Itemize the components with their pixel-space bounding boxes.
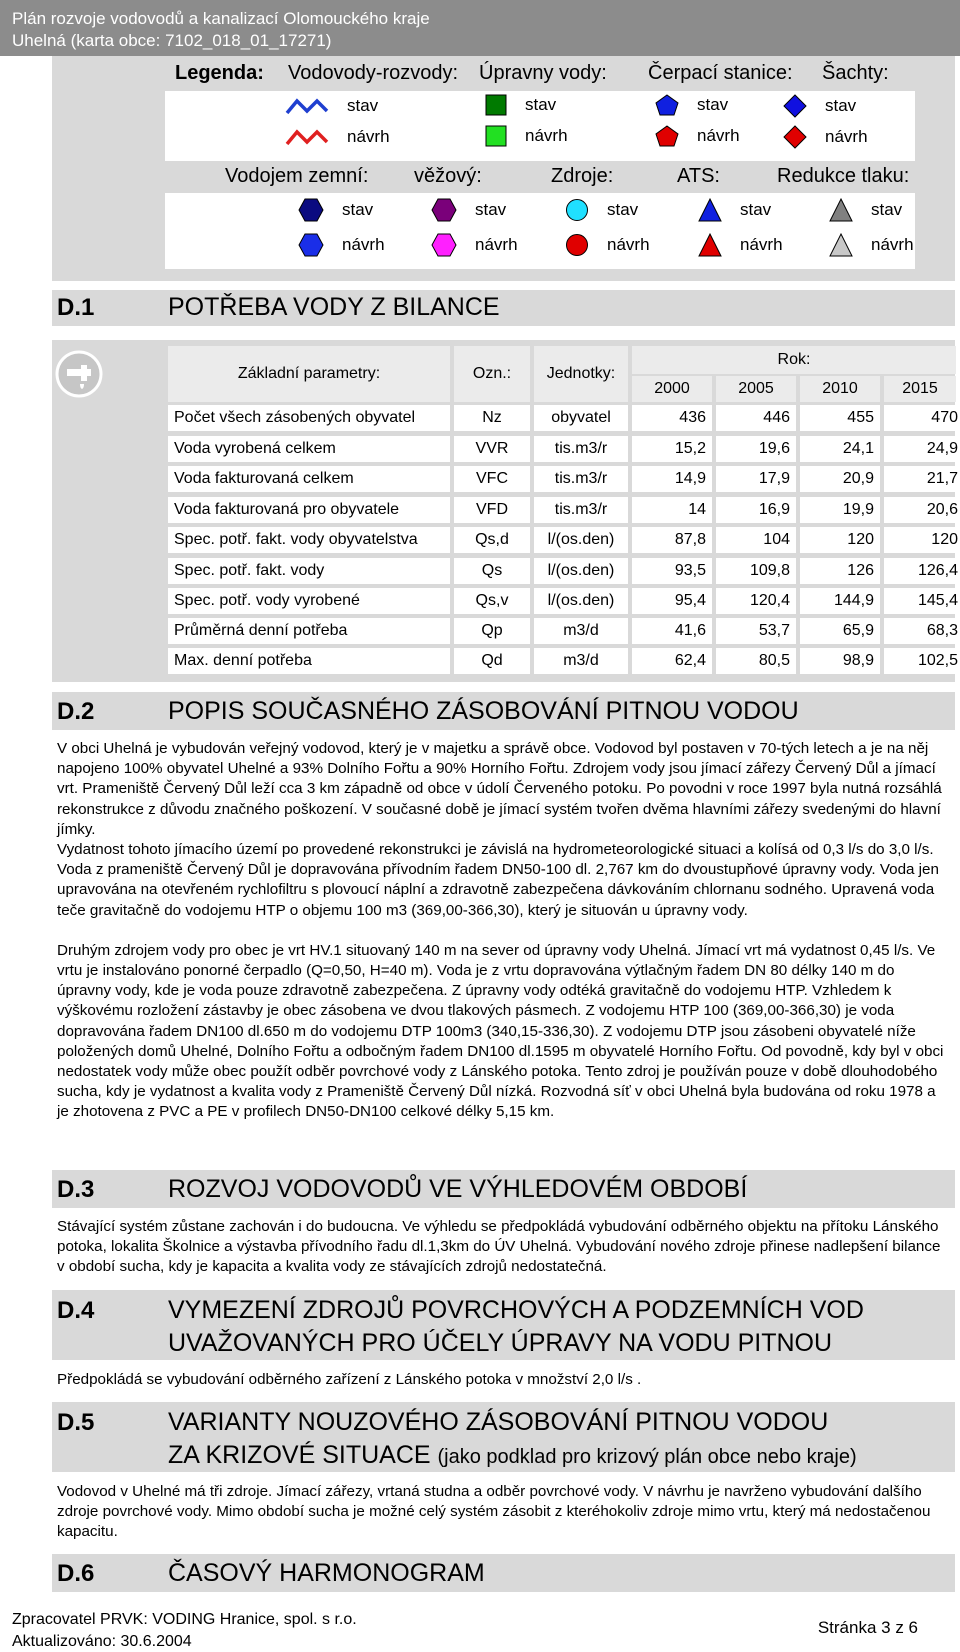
- row-value-2015: 470: [884, 405, 960, 431]
- legend-vz-stav: [298, 198, 373, 222]
- document-header: [0, 0, 960, 56]
- ats-stav-icon: [698, 198, 722, 222]
- header-title: Plán rozvoje vodovodů a kanalizací Olomouckého kraje: [12, 9, 430, 28]
- legend-header-ground-reservoir: Vodojem zemní:: [225, 165, 369, 187]
- tower-reservoir-stav-icon: [431, 198, 457, 222]
- row-value-2005: 109,8: [716, 558, 796, 584]
- pipe-stav-icon: [285, 95, 329, 117]
- legend-sach-navrh: [783, 125, 868, 149]
- legend-label: stav: [607, 200, 639, 219]
- legend-label: stav: [871, 200, 903, 219]
- legend-zdroj-stav: [565, 198, 638, 222]
- row-ozn: VFC: [454, 466, 530, 492]
- header-year-2005: 2005: [716, 376, 796, 402]
- legend-label: stav: [347, 96, 379, 115]
- section-d3-title: ROZVOJ VODOVODŮ VE VÝHLEDOVÉM OBDOBÍ: [168, 1175, 748, 1203]
- row-value-2010: 455: [800, 405, 880, 431]
- header-params: Základní parametry:: [168, 346, 450, 402]
- row-value-2005: 104: [716, 527, 796, 553]
- row-ozn: VVR: [454, 436, 530, 462]
- section-d3-text: [57, 1217, 947, 1278]
- row-unit: obyvatel: [534, 405, 628, 431]
- row-ozn: VFD: [454, 497, 530, 523]
- treatment-navrh-icon: [485, 125, 507, 147]
- row-name: Spec. potř. fakt. vody: [168, 558, 450, 584]
- row-value-2000: 14,9: [632, 466, 712, 492]
- row-ozn: Nz: [454, 405, 530, 431]
- legend-label: stav: [525, 95, 557, 114]
- row-value-2000: 95,4: [632, 588, 712, 614]
- row-value-2000: 87,8: [632, 527, 712, 553]
- ground-reservoir-navrh-icon: [298, 233, 324, 257]
- source-navrh-icon: [565, 233, 589, 257]
- row-value-2000: 93,5: [632, 558, 712, 584]
- legend-label: návrh: [871, 235, 914, 254]
- header-subtitle: Uhelná (karta obce: 7102_018_01_17271): [12, 31, 332, 50]
- legend-label: návrh: [740, 235, 783, 254]
- row-name: Spec. potř. vody vyrobené: [168, 588, 450, 614]
- legend-red-navrh: [829, 233, 914, 257]
- row-ozn: Qs,d: [454, 527, 530, 553]
- header-year-2000: 2000: [632, 376, 712, 402]
- row-value-2015: 145,4: [884, 588, 960, 614]
- row-value-2005: 19,6: [716, 436, 796, 462]
- row-value-2005: 80,5: [716, 648, 796, 674]
- ground-reservoir-stav-icon: [298, 198, 324, 222]
- section-d2-title: POPIS SOUČASNÉHO ZÁSOBOVÁNÍ PITNOU VODOU: [168, 697, 799, 725]
- pressure-reducer-stav-icon: [829, 198, 853, 222]
- row-value-2015: 68,3: [884, 618, 960, 644]
- legend-vv-navrh: [431, 233, 518, 257]
- row-value-2010: 120: [800, 527, 880, 553]
- section-d2-text: [57, 739, 947, 1123]
- legend-vz-navrh: [298, 233, 385, 257]
- legend-header-ats: ATS:: [677, 165, 720, 187]
- legend-sach-stav: [783, 94, 856, 118]
- row-value-2005: 17,9: [716, 466, 796, 492]
- row-unit: m3/d: [534, 618, 628, 644]
- row-name: Průměrná denní potřeba: [168, 618, 450, 644]
- row-value-2015: 102,5: [884, 648, 960, 674]
- row-unit: tis.m3/r: [534, 436, 628, 462]
- water-tap-icon: [54, 349, 104, 399]
- paragraph: Vydatnost tohoto jímacího území po provedené rekonstrukci je závislá na hydrometeorologické situaci a kolísá od 0,3 l/s do 3,0 l/s. Voda z prameniště Červený Důl je dopravována přívodním řadem DN50-100 dl. 2,767 km do dvoustupňové úpravny vody. Voda jen upravována na otevřeném rychlofiltru s plovoucí náplní a zdravotně zabezpečena dávkováním chlornanu sodného. Upravená voda teče gravitačně do vodojemu HTP o objemu 100 m3 (369,00-366,30), který je situován u úpravny vody.: [57, 841, 939, 919]
- legend-label: návrh: [342, 235, 385, 254]
- legend-label: návrh: [607, 235, 650, 254]
- section-d5-title-main: ZA KRIZOVÉ SITUACE: [168, 1441, 431, 1469]
- legend-uv-navrh: [485, 125, 568, 147]
- row-value-2015: 126,4: [884, 558, 960, 584]
- treatment-stav-icon: [485, 94, 507, 116]
- row-unit: l/(os.den): [534, 558, 628, 584]
- row-value-2015: 24,9: [884, 436, 960, 462]
- legend-pipe-stav: [285, 95, 378, 117]
- row-ozn: Qs,v: [454, 588, 530, 614]
- row-name: Voda vyrobená celkem: [168, 436, 450, 462]
- pumping-navrh-icon: [655, 125, 679, 147]
- legend-label: stav: [697, 95, 729, 114]
- legend-box-2: [165, 193, 915, 269]
- legend-cs-stav: [655, 94, 728, 116]
- legend-label: návrh: [825, 127, 868, 146]
- row-value-2005: 446: [716, 405, 796, 431]
- header-year-2015: 2015: [884, 376, 956, 402]
- header-year-2010: 2010: [800, 376, 880, 402]
- footer-updated: Aktualizováno: 30.6.2004: [12, 1633, 192, 1650]
- legend-vv-stav: [431, 198, 506, 222]
- legend-label: stav: [475, 200, 507, 219]
- section-d5-text: [57, 1482, 947, 1543]
- pumping-stav-icon: [655, 94, 679, 116]
- row-value-2010: 144,9: [800, 588, 880, 614]
- paragraph: Stávající systém zůstane zachován i do budoucna. Ve výhledu se předpokládá vybudování odběrného objektu na přítoku Lánského potoka, lokalita Školnice a výstavba přívodního řadu dl.1,3km do ÚV Uhelná. Vybudování nového zdroje přinese nadlepšení bilance v období sucha, kdy je kapacita a kvalita vody ze stávajících zdrojů nedostatečná.: [57, 1218, 941, 1276]
- row-name: Spec. potř. fakt. vody obyvatelstva: [168, 527, 450, 553]
- section-d4-title-line2: UVAŽOVANÝCH PRO ÚČELY ÚPRAVY NA VODU PITNOU: [168, 1329, 833, 1357]
- footer-info: [12, 1609, 357, 1652]
- legend-red-stav: [829, 198, 902, 222]
- row-value-2005: 120,4: [716, 588, 796, 614]
- section-d1-title: POTŘEBA VODY Z BILANCE: [168, 293, 500, 321]
- shaft-navrh-icon: [783, 125, 807, 149]
- row-ozn: Qs: [454, 558, 530, 584]
- legend-header-pipes: Vodovody-rozvody:: [288, 62, 459, 84]
- row-value-2010: 65,9: [800, 618, 880, 644]
- header-ozn: Ozn.:: [454, 346, 530, 402]
- row-value-2010: 24,1: [800, 436, 880, 462]
- section-d5-title-line2: [168, 1441, 857, 1470]
- legend-pipe-navrh: [285, 126, 390, 148]
- row-unit: l/(os.den): [534, 588, 628, 614]
- row-value-2000: 436: [632, 405, 712, 431]
- row-value-2015: 21,7: [884, 466, 960, 492]
- pressure-reducer-navrh-icon: [829, 233, 853, 257]
- tower-reservoir-navrh-icon: [431, 233, 457, 257]
- section-d6-title: ČASOVÝ HARMONOGRAM: [168, 1559, 485, 1587]
- shaft-stav-icon: [783, 94, 807, 118]
- section-d3-number: D.3: [57, 1176, 95, 1203]
- row-name: Voda fakturovaná pro obyvatele: [168, 497, 450, 523]
- header-units: Jednotky:: [534, 346, 628, 402]
- legend-header-treatment: Úpravny vody:: [479, 62, 607, 84]
- legend-label: návrh: [697, 126, 740, 145]
- paragraph: Předpokládá se vybudování odběrného zařízení z Lánského potoka v množství 2,0 l/s .: [57, 1371, 642, 1388]
- row-ozn: Qd: [454, 648, 530, 674]
- source-stav-icon: [565, 198, 589, 222]
- pipe-navrh-icon: [285, 126, 329, 148]
- page-number: Stránka 3 z 6: [817, 1618, 918, 1637]
- section-d4-text: [57, 1370, 947, 1390]
- row-value-2005: 53,7: [716, 618, 796, 644]
- section-d1-number: D.1: [57, 294, 95, 321]
- section-d2-number: D.2: [57, 698, 95, 725]
- section-d5-number: D.5: [57, 1409, 95, 1436]
- legend-box-1: [165, 91, 915, 161]
- paragraph: V obci Uhelná je vybudován veřejný vodovod, který je v majetku a správě obce. Vodovod byl postaven v 70-tých letech a je na něj napojeno 100% obyvatel Uhelné a 93% Dolního Fořtu a 90% Horního Fořtu. Zdrojem vody jsou jímací zářezy Červený Důl a jímací vrt. Prameniště Červený Důl leží cca 3 km západně od obce v údolí Červeného potoku. Po povodni v roce 1997 byla nutná rozsáhlá rekonstrukce z důvodu značného poškození. V současné době je jímací systém tvořen dvěma hlavními zářezy svedenými do hlavní jímky.: [57, 740, 942, 838]
- legend-ats-stav: [698, 198, 771, 222]
- row-value-2015: 20,6: [884, 497, 960, 523]
- legend-zdroj-navrh: [565, 233, 650, 257]
- row-unit: tis.m3/r: [534, 497, 628, 523]
- legend-header-pumping: Čerpací stanice:: [648, 62, 793, 84]
- legend-header-pressure: Redukce tlaku:: [777, 165, 910, 187]
- legend-uv-stav: [485, 94, 556, 116]
- legend-label: návrh: [525, 126, 568, 145]
- row-unit: m3/d: [534, 648, 628, 674]
- section-d5-title-note: (jako podklad pro krizový plán obce nebo kraje): [437, 1446, 857, 1468]
- legend-label: návrh: [475, 235, 518, 254]
- legend-ats-navrh: [698, 233, 783, 257]
- legend-label: návrh: [347, 127, 390, 146]
- row-value-2005: 16,9: [716, 497, 796, 523]
- ats-navrh-icon: [698, 233, 722, 257]
- legend-label: stav: [825, 96, 857, 115]
- row-value-2000: 15,2: [632, 436, 712, 462]
- row-value-2015: 120: [884, 527, 960, 553]
- section-d4-number: D.4: [57, 1297, 95, 1324]
- section-d6-number: D.6: [57, 1560, 95, 1587]
- row-value-2010: 19,9: [800, 497, 880, 523]
- row-name: Voda fakturovaná celkem: [168, 466, 450, 492]
- row-value-2010: 126: [800, 558, 880, 584]
- row-name: Počet všech zásobených obyvatel: [168, 405, 450, 431]
- row-name: Max. denní potřeba: [168, 648, 450, 674]
- section-d4-title-line1: VYMEZENÍ ZDROJŮ POVRCHOVÝCH A PODZEMNÍCH VOD: [168, 1296, 864, 1324]
- legend-cs-navrh: [655, 125, 740, 147]
- legend-label: stav: [740, 200, 772, 219]
- paragraph: Druhým zdrojem vody pro obec je vrt HV.1 situovaný 140 m na sever od úpravny vody Uhelná. Jímací vrt má vydatnost 0,45 l/s. Ve vrtu je instalováno ponorné čerpadlo (Q=0,50, H=40 m). Voda je z vrtu dopravována výtlačným řadem DN 80 délky 140 m do úpravny vody, kde je voda pouze zdravotně zabezpečena. Z úpravny vody odtéká gravitačně do vodojemu HTP. Vzhledem k výškovému rozložení zástavby je obec zásobena ve dvou tlakových pásmech. Z vodojemu HTP 100 (369,00-366,30) je voda dopravována řadem DN100 dl.650 m do vodojemu DTP 100m3 (340,15-336,30). Z vodojemu DTP jsou zásobeni obyvatelé níže položených domů Uhelné, Dolního Fořtu a odbočným řadem DN100 dl.1595 m obyvatelé Horního Fořtu. Od povodně, kdy byl v obci nedostatek vody může obec použít odběr povrchové vody z Lánského potoka. Tento zdroj je používán pouze v době dlouhodobého sucha, kdy je vydatnost a kvalita vody z Prameniště Červený Důl nízká. Rozvodná síť v obci Uhelná byla budována od roku 1978 a je zhotovena z PVC a PE v profilech DN50-DN100 celkové délky 5,15 km.: [57, 941, 944, 1121]
- legend-title: Legenda:: [175, 62, 264, 84]
- legend-header-shafts: Šachty:: [822, 62, 889, 84]
- legend-label: stav: [342, 200, 374, 219]
- row-value-2010: 20,9: [800, 466, 880, 492]
- legend-header-tower: věžový:: [414, 165, 482, 187]
- row-value-2000: 41,6: [632, 618, 712, 644]
- row-ozn: Qp: [454, 618, 530, 644]
- header-year: Rok:: [632, 346, 956, 374]
- row-unit: l/(os.den): [534, 527, 628, 553]
- row-value-2010: 98,9: [800, 648, 880, 674]
- row-unit: tis.m3/r: [534, 466, 628, 492]
- row-value-2000: 62,4: [632, 648, 712, 674]
- section-d5-title-line1: VARIANTY NOUZOVÉHO ZÁSOBOVÁNÍ PITNOU VODOU: [168, 1408, 829, 1436]
- footer-author: Zpracovatel PRVK: VODING Hranice, spol. s r.o.: [12, 1611, 357, 1628]
- paragraph: Vodovod v Uhelné má tři zdroje. Jímací zářezy, vrtaná studna a odběr povrchové vody. V návrhu je navrženo vybudování dalšího zdroje povrchové vody. Mimo období sucha je možné celý systém zásobit z kteréhokoliv zdroje mimo vrtu, který má nedostačenou kapacitu.: [57, 1483, 931, 1541]
- legend-header-sources: Zdroje:: [551, 165, 614, 187]
- row-value-2000: 14: [632, 497, 712, 523]
